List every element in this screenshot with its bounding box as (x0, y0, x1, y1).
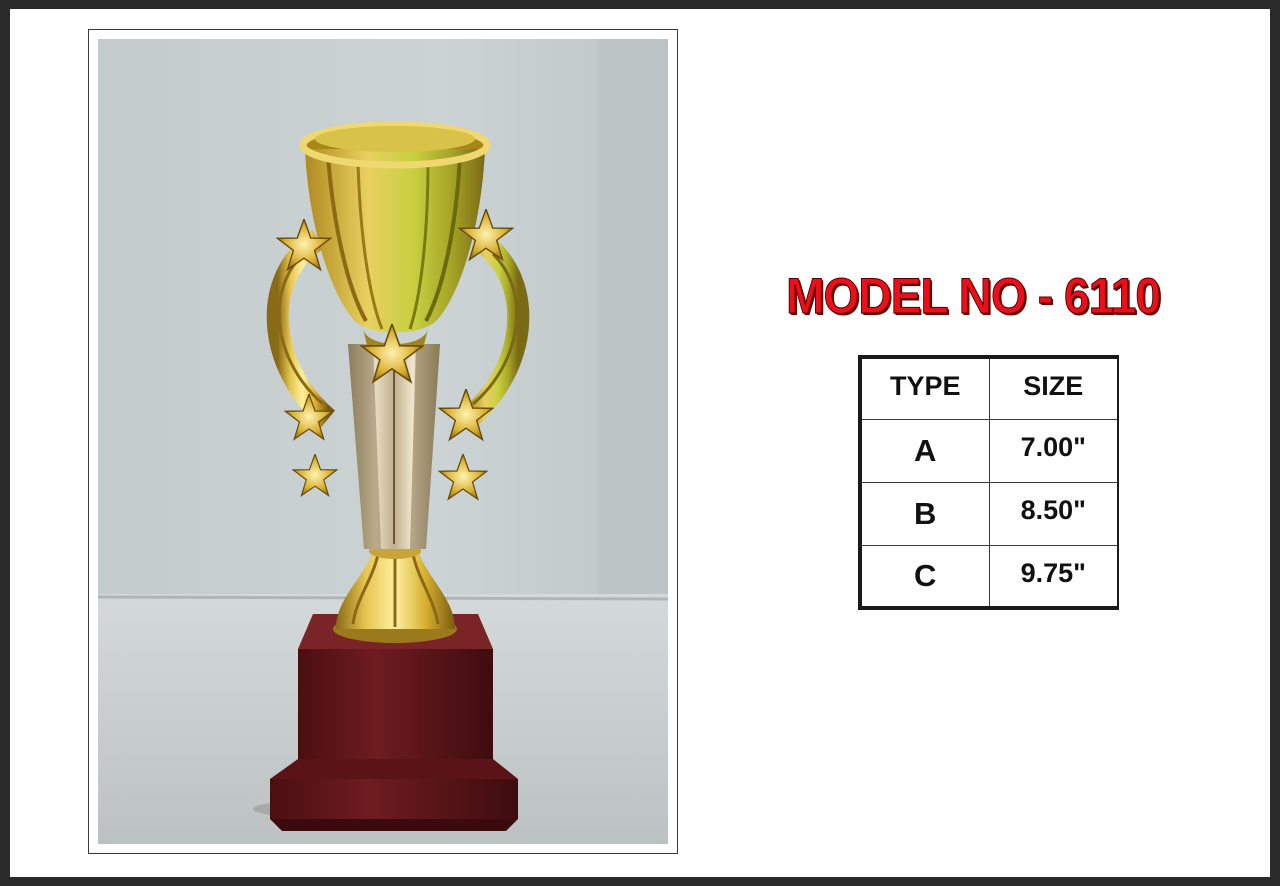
trophy-photo (98, 39, 668, 844)
header-size: SIZE (989, 357, 1118, 419)
size-table (858, 355, 1119, 610)
size-cell: 7.00" (989, 419, 1118, 482)
table-row (860, 419, 1118, 482)
type-cell: A (860, 419, 989, 482)
table-row (860, 482, 1118, 545)
size-cell: 8.50" (989, 482, 1118, 545)
type-cell: B (860, 482, 989, 545)
photo-frame (88, 29, 678, 854)
table-row (860, 545, 1118, 608)
size-cell: 9.75" (989, 545, 1118, 608)
type-cell: C (860, 545, 989, 608)
model-number-title: MODEL NO - 6110 (786, 268, 1161, 324)
table-header-row (860, 357, 1118, 419)
catalog-sheet (10, 9, 1270, 877)
header-type: TYPE (860, 357, 989, 419)
